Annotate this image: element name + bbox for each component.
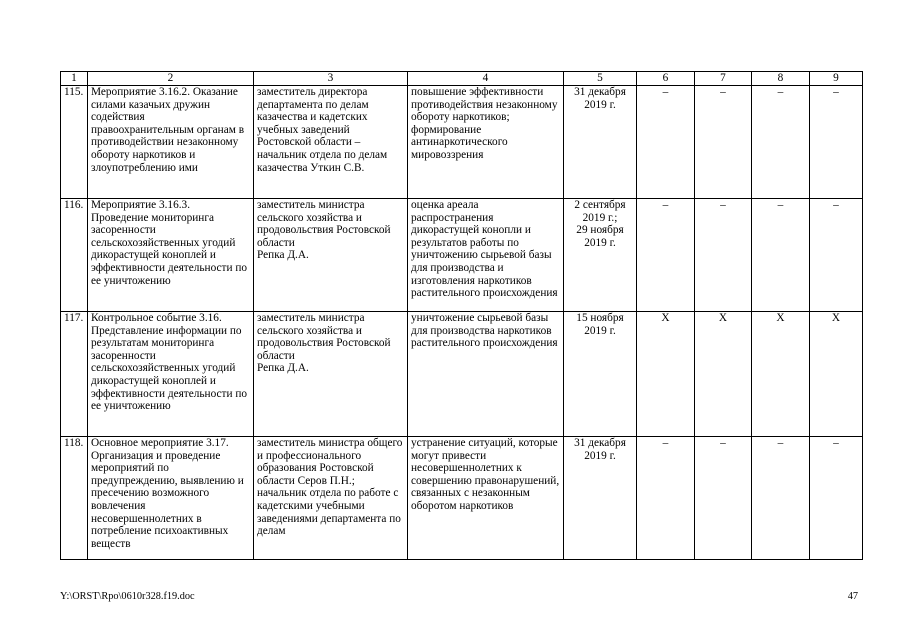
column-header: 6 bbox=[637, 72, 695, 86]
expected-result: оценка ареала распространения дикорастущей конопли и результатов работы по уничтожению сырьевой базы для производства и изготовления наркотиков растительного происхождения bbox=[408, 199, 564, 312]
cell-col-6: – bbox=[637, 86, 695, 199]
cell-col-9: Х bbox=[810, 312, 863, 437]
expected-result: устранение ситуаций, которые могут привести несовершеннолетних к совершению правонарушений, связанных с незаконным оборотом наркотиков bbox=[408, 437, 564, 560]
cell-col-9: – bbox=[810, 199, 863, 312]
column-header: 4 bbox=[408, 72, 564, 86]
deadline-date: 31 декабря 2019 г. bbox=[564, 437, 637, 560]
cell-col-7: Х bbox=[695, 312, 752, 437]
document-file-path: Y:\ORST\Rpo\0610r328.f19.doc bbox=[60, 591, 195, 602]
cell-col-7: – bbox=[695, 437, 752, 560]
event-name: Мероприятие 3.16.2. Оказание силами казачьих дружин содействия правоохранительным органам в противодействии незаконному обороту наркотиков и злоупотреблению ими bbox=[88, 86, 254, 199]
event-name: Контрольное событие 3.16. Представление информации по результатам мониторинга засоренности сельскохозяйственных угодий дикорастущей коноплей и эффективности деятельности по ее уничтожению bbox=[88, 312, 254, 437]
deadline-date: 15 ноября 2019 г. bbox=[564, 312, 637, 437]
cell-col-9: – bbox=[810, 86, 863, 199]
column-header: 5 bbox=[564, 72, 637, 86]
row-number: 117. bbox=[61, 312, 88, 437]
cell-col-7: – bbox=[695, 86, 752, 199]
deadline-date: 2 сентября 2019 г.; 29 ноября 2019 г. bbox=[564, 199, 637, 312]
event-name: Мероприятие 3.16.3. Проведение мониторинга засоренности сельскохозяйственных угодий дикорастущей коноплей и эффективности деятельности по ее уничтожению bbox=[88, 199, 254, 312]
cell-col-6: – bbox=[637, 437, 695, 560]
row-number: 116. bbox=[61, 199, 88, 312]
row-number: 115. bbox=[61, 86, 88, 199]
table-row bbox=[61, 312, 863, 437]
responsible-person: заместитель министра сельского хозяйства и продовольствия Ростовской области Репка Д.А. bbox=[254, 199, 408, 312]
column-header: 7 bbox=[695, 72, 752, 86]
cell-col-8: – bbox=[752, 437, 810, 560]
cell-col-6: Х bbox=[637, 312, 695, 437]
page-number: 47 bbox=[847, 591, 858, 602]
cell-col-8: – bbox=[752, 86, 810, 199]
cell-col-9: – bbox=[810, 437, 863, 560]
table-row bbox=[61, 199, 863, 312]
table-row bbox=[61, 437, 863, 560]
column-header: 1 bbox=[61, 72, 88, 86]
column-header: 8 bbox=[752, 72, 810, 86]
event-name: Основное мероприятие 3.17. Организация и проведение мероприятий по предупреждению, выявлению и пресечению возможного вовлечения несовершеннолетних в потребление психоактивных веществ bbox=[88, 437, 254, 560]
deadline-date: 31 декабря 2019 г. bbox=[564, 86, 637, 199]
cell-col-6: – bbox=[637, 199, 695, 312]
column-header: 2 bbox=[88, 72, 254, 86]
cell-col-8: Х bbox=[752, 312, 810, 437]
cell-col-7: – bbox=[695, 199, 752, 312]
cell-col-8: – bbox=[752, 199, 810, 312]
row-number: 118. bbox=[61, 437, 88, 560]
expected-result: повышение эффективности противодействия незаконному обороту наркотиков; формирование антинаркотического мировоззрения bbox=[408, 86, 564, 199]
responsible-person: заместитель директора департамента по делам казачества и кадетских учебных заведений Ростовской области – начальник отдела по делам казачества Уткин С.В. bbox=[254, 86, 408, 199]
responsible-person: заместитель министра общего и профессионального образования Ростовской области Серов П.Н.; начальник отдела по работе с кадетскими учебными заведениями департамента по делам bbox=[254, 437, 408, 560]
plan-table bbox=[60, 71, 863, 560]
header-row bbox=[61, 72, 863, 86]
responsible-person: заместитель министра сельского хозяйства и продовольствия Ростовской области Репка Д.А. bbox=[254, 312, 408, 437]
table-row bbox=[61, 86, 863, 199]
column-header: 9 bbox=[810, 72, 863, 86]
expected-result: уничтожение сырьевой базы для производства наркотиков растительного происхождения bbox=[408, 312, 564, 437]
column-header: 3 bbox=[254, 72, 408, 86]
